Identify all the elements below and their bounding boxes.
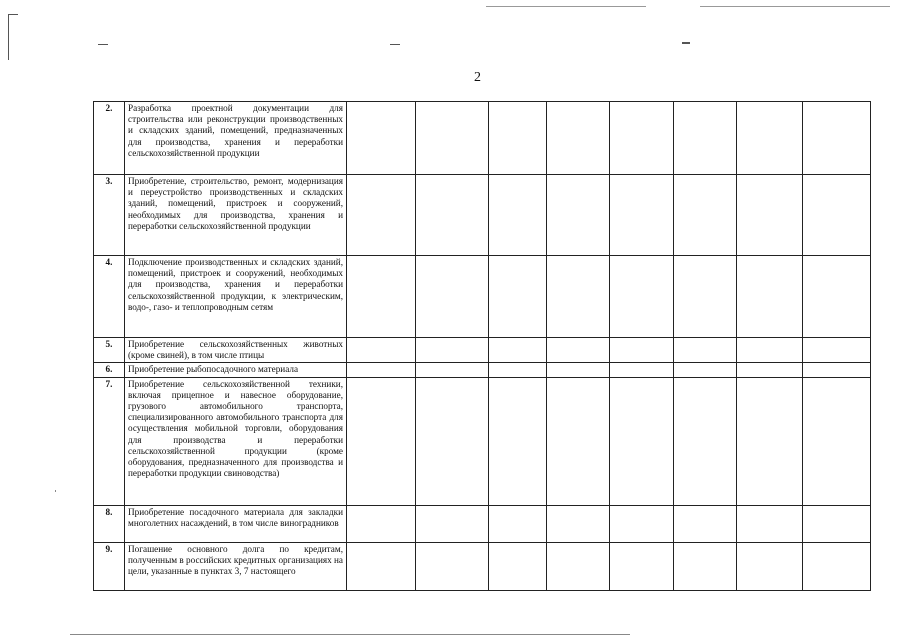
- table-cell: [547, 256, 610, 338]
- table-cell: [416, 102, 489, 175]
- table-cell: [674, 363, 737, 377]
- table-cell: [610, 338, 674, 363]
- table-cell: [803, 338, 871, 363]
- table-cell: [803, 377, 871, 505]
- row-description: Приобретение, строительство, ремонт, модернизация и переустройство производственных и складских зданий, помещений, пристроек и сооружений, необходимых для производства, хранения и переработки сельскохозяйственной продукции: [125, 175, 347, 256]
- table-cell: [347, 542, 416, 590]
- table-cell: [674, 542, 737, 590]
- table-cell: [674, 256, 737, 338]
- table-cell: [737, 338, 803, 363]
- table-cell: [547, 363, 610, 377]
- budget-table: [93, 101, 871, 591]
- table-cell: [489, 505, 547, 542]
- table-cell: [489, 256, 547, 338]
- table-cell: [489, 363, 547, 377]
- table-cell: [737, 175, 803, 256]
- table-cell: [347, 175, 416, 256]
- row-number: 9.: [94, 542, 125, 590]
- table-cell: [737, 377, 803, 505]
- table-row: [94, 377, 871, 505]
- table-cell: [416, 256, 489, 338]
- table-cell: [610, 377, 674, 505]
- table-cell: [347, 505, 416, 542]
- row-number: 5.: [94, 338, 125, 363]
- table-cell: [674, 505, 737, 542]
- table-cell: [489, 175, 547, 256]
- table-row: [94, 102, 871, 175]
- scan-corner-mark-vertical: [8, 14, 9, 60]
- row-description: Погашение основного долга по кредитам, полученным в российских кредитных организациях на цели, указанные в пунктах 3, 7 настоящего: [125, 542, 347, 590]
- row-description: Приобретение сельскохозяйственной техники, включая прицепное и навесное оборудование, грузового автомобильного транспорта, специализированного автомобильного транспорта для осуществления мобильной торговли, оборудования для производства и переработки сельскохозяйственной продукции (кроме оборудования, предназначенного для производства и переработки продукции свиноводства): [125, 377, 347, 505]
- table-cell: [416, 542, 489, 590]
- table-row: [94, 256, 871, 338]
- table-cell: [674, 102, 737, 175]
- row-description: Приобретение посадочного материала для закладки многолетних насаждений, в том числе виноградников: [125, 505, 347, 542]
- table-cell: [547, 505, 610, 542]
- scan-corner-mark-horizontal: [8, 14, 18, 15]
- table-cell: [737, 102, 803, 175]
- table-row: [94, 505, 871, 542]
- scan-bottom-line: [70, 634, 630, 635]
- row-number: 6.: [94, 363, 125, 377]
- table-row: [94, 175, 871, 256]
- table-cell: [674, 175, 737, 256]
- table-cell: [547, 377, 610, 505]
- table-cell: [610, 175, 674, 256]
- row-description: Разработка проектной документации для строительства или реконструкции производственных и складских зданий, помещений, предназначенных для производства, хранения и переработки сельскохозяйственной продукции: [125, 102, 347, 175]
- table-cell: [803, 102, 871, 175]
- table-cell: [674, 338, 737, 363]
- row-number: 3.: [94, 175, 125, 256]
- row-number: 4.: [94, 256, 125, 338]
- row-description: Приобретение сельскохозяйственных животных (кроме свиней), в том числе птицы: [125, 338, 347, 363]
- scan-top-line: [486, 6, 646, 7]
- table-cell: [347, 102, 416, 175]
- table-cell: [737, 256, 803, 338]
- table-cell: [347, 363, 416, 377]
- table-cell: [610, 102, 674, 175]
- table-cell: [489, 102, 547, 175]
- table-cell: [416, 175, 489, 256]
- table-cell: [547, 175, 610, 256]
- table-cell: [674, 377, 737, 505]
- row-number: 2.: [94, 102, 125, 175]
- row-number: 8.: [94, 505, 125, 542]
- scan-dash-right: [682, 42, 690, 44]
- table-cell: [610, 505, 674, 542]
- row-description: Подключение производственных и складских зданий, помещений, пристроек и сооружений, необходимых для производства, хранения и переработки сельскохозяйственной продукции, к электрическим, водо-, газо- и теплопроводным сетям: [125, 256, 347, 338]
- table-row: [94, 542, 871, 590]
- scan-top-line-right: [700, 6, 890, 7]
- table-cell: [737, 542, 803, 590]
- table-cell: [610, 256, 674, 338]
- row-description: Приобретение рыбопосадочного материала: [125, 363, 347, 377]
- table-cell: [489, 338, 547, 363]
- table-cell: [489, 542, 547, 590]
- table-cell: [547, 102, 610, 175]
- table-cell: [347, 377, 416, 505]
- table-cell: [737, 505, 803, 542]
- table-cell: [610, 363, 674, 377]
- table-cell: [803, 363, 871, 377]
- row-number: 7.: [94, 377, 125, 505]
- scan-dash-center: [390, 44, 400, 45]
- scan-left-dots: [55, 490, 56, 492]
- table-cell: [547, 338, 610, 363]
- table-cell: [803, 505, 871, 542]
- table-cell: [347, 338, 416, 363]
- table-cell: [547, 542, 610, 590]
- table-row: [94, 363, 871, 377]
- table-cell: [416, 377, 489, 505]
- page-number: 2: [474, 70, 481, 85]
- table-row: [94, 338, 871, 363]
- scan-dash-left: [98, 44, 108, 45]
- table-cell: [737, 363, 803, 377]
- table-cell: [489, 377, 547, 505]
- table-cell: [347, 256, 416, 338]
- table-cell: [416, 505, 489, 542]
- table-cell: [610, 542, 674, 590]
- table-cell: [803, 256, 871, 338]
- table-cell: [803, 542, 871, 590]
- table-cell: [803, 175, 871, 256]
- table-cell: [416, 363, 489, 377]
- table-cell: [416, 338, 489, 363]
